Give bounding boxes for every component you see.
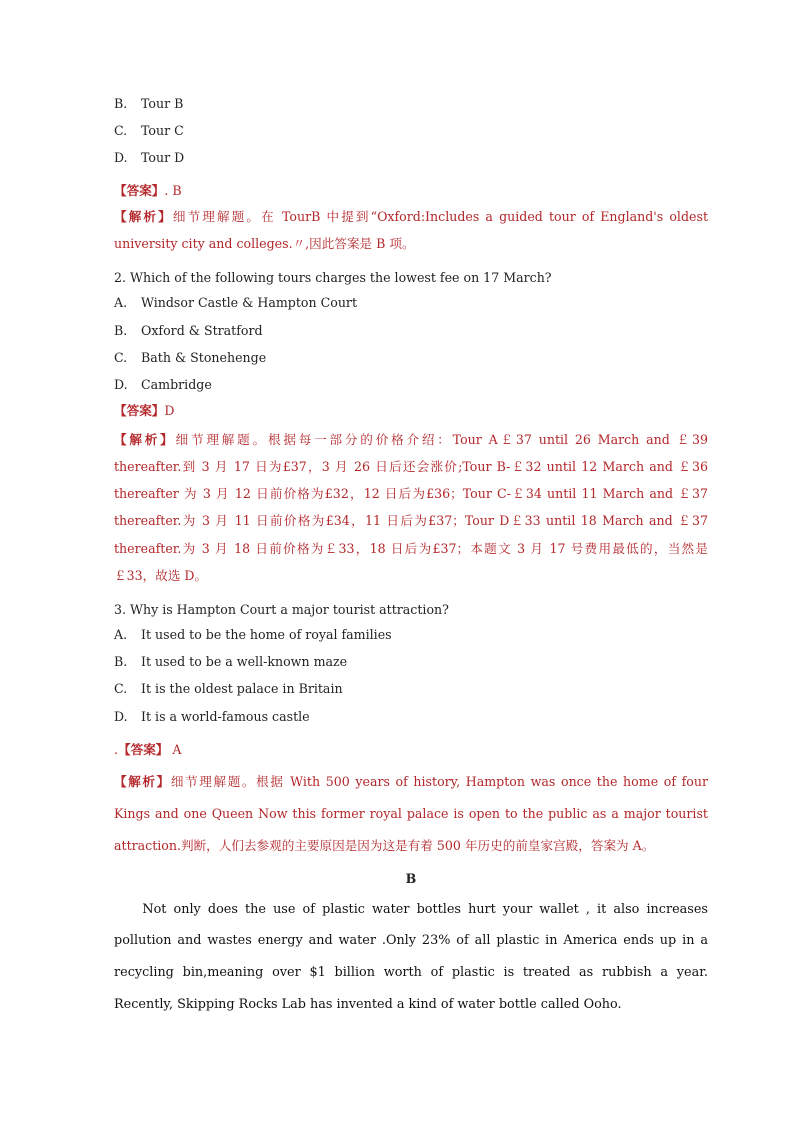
analysis-label: 【解析】 (114, 432, 176, 447)
option-text: Tour C (141, 123, 184, 138)
q2-analysis-line-5: thereafter.为 3 月 18 日前价格为￡33，18 日后为£37；本题文 3 月 17 号费用最低的，当然是 (114, 541, 708, 556)
option-letter: C. (114, 350, 128, 365)
analysis-label: 【解析】 (114, 209, 173, 224)
q2-analysis-line-3: thereafter 为 3 月 12 日前价格为£32，12 日后为£36；Tour C-￡34 until 11 March and ￡37 (114, 486, 708, 501)
q1-option-b (114, 98, 183, 111)
q3-analysis-line-3: attraction.判断，人们去参观的主要原因是因为这是有着 500 年历史的前皇家宫殿，答案为 A。 (114, 838, 655, 853)
q2-analysis-line-1 (114, 434, 708, 447)
option-letter: D. (114, 377, 128, 392)
answer-value: . B (164, 183, 182, 198)
option-letter: D. (114, 709, 128, 724)
option-text: Bath & Stonehenge (141, 350, 267, 365)
answer-label: 【答案】 (114, 403, 165, 418)
q2-option-d (114, 379, 212, 392)
option-letter: C. (114, 123, 128, 138)
option-text: Windsor Castle & Hampton Court (141, 295, 358, 310)
analysis-text: 细节理解题。在 TourB 中提到“Oxford:Includes a guided tour of England's oldest (172, 209, 708, 224)
option-text: Tour D (141, 150, 185, 165)
q1-analysis-line-1 (114, 211, 708, 224)
option-text: Tour B (141, 96, 184, 111)
analysis-text: 细节理解题。根据每一部分的价格介绍：Tour A￡37 until 26 March and ￡39 (175, 432, 708, 447)
answer-label: 【答案】 (118, 742, 169, 757)
option-text: It is the oldest palace in Britain (141, 681, 343, 696)
q1-answer (114, 185, 182, 198)
section-b-title: B (405, 871, 417, 886)
passage-line-1: Not only does the use of plastic water bottles hurt your wallet , it also increases (114, 902, 708, 917)
option-letter: D. (114, 150, 128, 165)
q3-option-b (114, 656, 347, 669)
answer-value: A (168, 742, 182, 757)
q2-analysis-line-6: ￡33，故选 D。 (114, 568, 208, 583)
q2-question: 2. Which of the following tours charges the lowest fee on 17 March? (114, 270, 552, 285)
option-letter: A. (114, 627, 128, 642)
q3-analysis-line-1 (114, 776, 708, 789)
option-letter: B. (114, 323, 128, 338)
passage-line-4: Recently, Skipping Rocks Lab has invented a kind of water bottle called Ooho. (114, 997, 622, 1012)
answer-prefix: . (114, 742, 119, 757)
option-letter: A. (114, 295, 128, 310)
q3-option-c (114, 683, 343, 696)
q3-question: 3. Why is Hampton Court a major tourist attraction? (114, 602, 449, 617)
option-text: It used to be the home of royal families (141, 627, 392, 642)
q2-analysis-line-4: thereafter.为 3 月 11 日前价格为£34，11 日后为£37；Tour D￡33 until 18 March and ￡37 (114, 513, 708, 528)
option-text: It is a world-famous castle (141, 709, 310, 724)
analysis-label: 【解析】 (114, 774, 171, 789)
q2-analysis-line-2: thereafter.到 3 月 17 日为£37，3 月 26 日后还会涨价;Tour B-￡32 until 12 March and ￡36 (114, 459, 708, 474)
q3-answer (114, 744, 182, 757)
answer-value: D (164, 403, 175, 418)
q1-option-c (114, 125, 184, 138)
analysis-text: 细节理解题。根据 With 500 years of history, Hampton was once the home of four (170, 774, 709, 789)
passage-line-2: pollution and wastes energy and water .Only 23% of all plastic in America ends up in a (114, 933, 708, 948)
option-text: It used to be a well-known maze (141, 654, 348, 669)
q3-option-d (114, 711, 310, 724)
q1-analysis-line-2: university city and colleges.〃,因此答案是 B 项。 (114, 236, 415, 251)
option-text: Oxford & Stratford (141, 323, 263, 338)
option-letter: B. (114, 96, 128, 111)
q2-option-a (114, 297, 357, 310)
q3-option-a (114, 629, 392, 642)
q2-option-b (114, 325, 263, 338)
q1-option-d (114, 152, 184, 165)
answer-label: 【答案】 (114, 183, 165, 198)
q2-option-c (114, 352, 266, 365)
passage-line-3: recycling bin,meaning over $1 billion worth of plastic is treated as rubbish a year. (114, 965, 708, 980)
option-letter: C. (114, 681, 128, 696)
q3-analysis-line-2: Kings and one Queen Now this former royal palace is open to the public as a major tourist (114, 806, 708, 821)
option-text: Cambridge (141, 377, 212, 392)
q2-answer (114, 405, 174, 418)
option-letter: B. (114, 654, 128, 669)
